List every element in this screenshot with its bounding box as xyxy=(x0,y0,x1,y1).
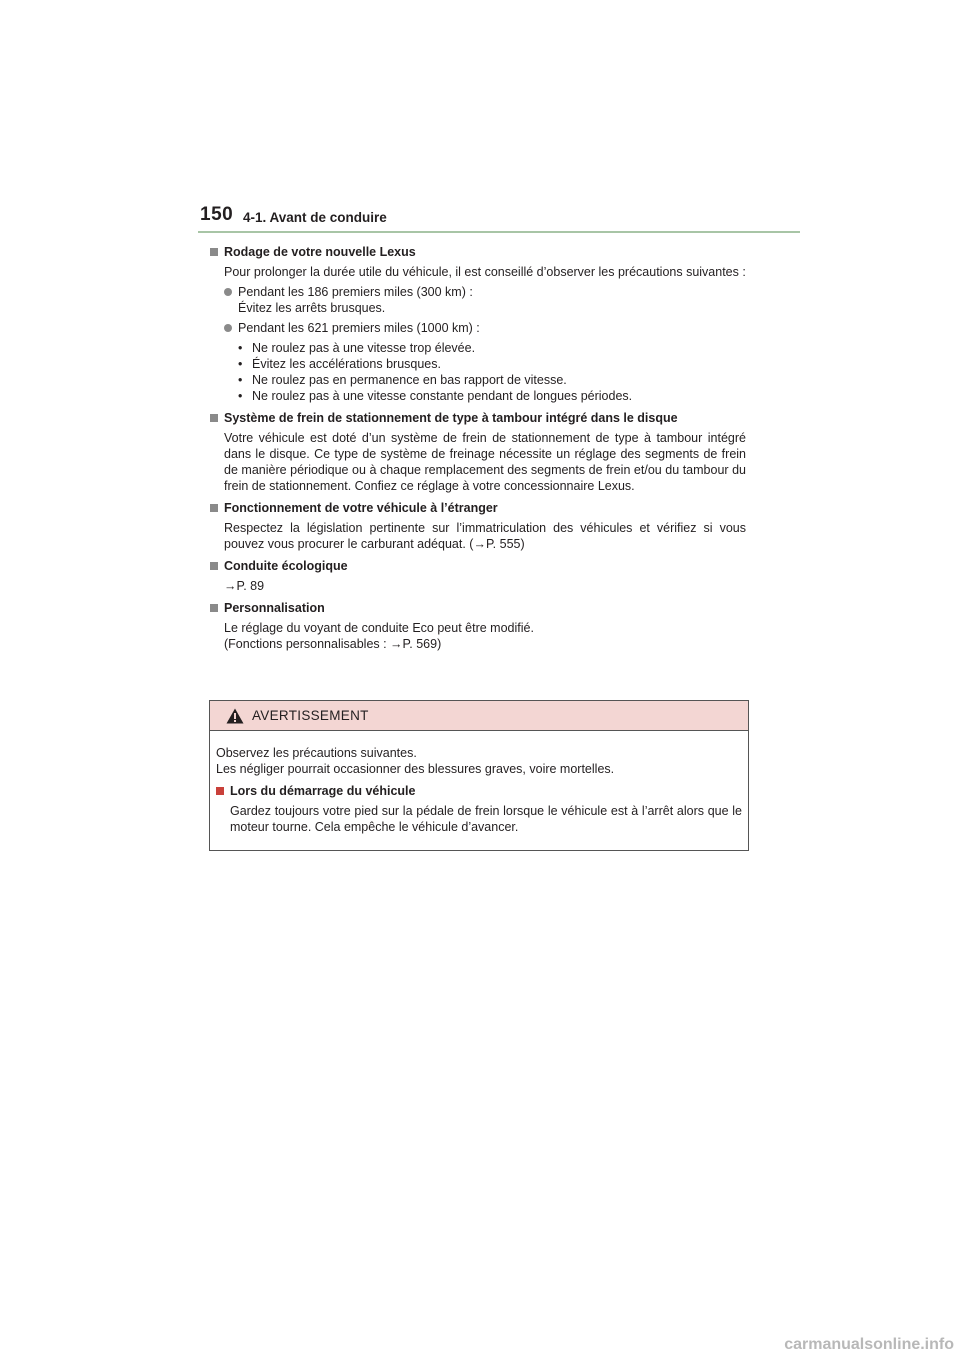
section-heading xyxy=(210,410,746,426)
warning-subsection xyxy=(216,783,742,835)
warning-body xyxy=(210,731,748,835)
warning-header xyxy=(210,701,748,731)
section-heading xyxy=(210,600,746,616)
page-reference: →P. 89 xyxy=(224,579,265,593)
warning-triangle-icon xyxy=(226,708,244,724)
page-header xyxy=(198,204,800,234)
bullet-item xyxy=(238,372,746,388)
heading-text: Conduite écologique xyxy=(224,559,348,573)
list-item-line: Pendant les 186 premiers miles (300 km) : xyxy=(238,285,473,299)
section-heading xyxy=(210,558,746,574)
section-heading xyxy=(210,500,746,516)
square-bullet-icon xyxy=(210,504,218,512)
heading-text: Fonctionnement de votre véhicule à l’étranger xyxy=(224,501,498,515)
bullet-list xyxy=(238,340,746,404)
square-bullet-icon xyxy=(210,562,218,570)
square-bullet-icon xyxy=(216,787,224,795)
paragraph-line: Le réglage du voyant de conduite Eco peut être modifié. xyxy=(224,621,534,635)
watermark: carmanualsonline.info xyxy=(784,1336,954,1353)
warning-intro-line: Observez les précautions suivantes. xyxy=(216,746,417,760)
header-divider xyxy=(198,231,800,233)
warning-sub-heading xyxy=(216,783,742,799)
bullet-text: Évitez les accélérations brusques. xyxy=(252,357,441,371)
paragraph: Votre véhicule est doté d’un système de frein de stationnement de type à tambour intégré dans le disque. Ce type de système de freinage nécessite un réglage des segments de frein de manière périodique ou à chaque remplacement des segments de frein et/ou du tambour du frein de stationnement. Confiez ce réglage à votre concessionnaire Lexus. xyxy=(224,431,746,493)
heading-text: Système de frein de stationnement de type à tambour intégré dans le disque xyxy=(224,411,678,425)
bullet-item xyxy=(238,340,746,356)
heading-text: Lors du démarrage du véhicule xyxy=(230,784,416,798)
bullet-text: Ne roulez pas en permanence en bas rapport de vitesse. xyxy=(252,373,567,387)
section-eco xyxy=(210,558,746,594)
list-item-text xyxy=(238,284,746,316)
section-heading xyxy=(210,244,746,260)
dot-icon: • xyxy=(238,389,243,403)
warning-box xyxy=(209,700,749,851)
paragraph-line: (Fonctions personnalisables : →P. 569) xyxy=(224,637,442,651)
paragraph xyxy=(224,620,746,652)
circle-bullet-icon xyxy=(224,288,232,296)
warning-text: Gardez toujours votre pied sur la pédale de frein lorsque le véhicule est à l’arrêt alors que le moteur tourne. Cela empêche le véhicule d’avancer. xyxy=(230,804,742,834)
section-title: 4-1. Avant de conduire xyxy=(243,210,387,225)
warning-intro-line: Les négliger pourrait occasionner des blessures graves, voire mortelles. xyxy=(216,762,615,776)
bullet-item xyxy=(238,356,746,372)
paragraph: Pour prolonger la durée utile du véhicule, il est conseillé d’observer les précautions suivantes : xyxy=(224,265,746,279)
square-bullet-icon xyxy=(210,604,218,612)
square-bullet-icon xyxy=(210,414,218,422)
list-item-line: Évitez les arrêts brusques. xyxy=(238,301,386,315)
section-rodage xyxy=(210,244,746,404)
section-etranger xyxy=(210,500,746,552)
list-item xyxy=(224,284,746,316)
heading-text: Rodage de votre nouvelle Lexus xyxy=(224,245,416,259)
main-content xyxy=(210,244,746,658)
list-item-text: Pendant les 621 premiers miles (1000 km) : xyxy=(238,321,480,335)
section-perso xyxy=(210,600,746,652)
square-bullet-icon xyxy=(210,248,218,256)
page-number: 150 xyxy=(200,204,234,225)
bullet-text: Ne roulez pas à une vitesse constante pendant de longues périodes. xyxy=(252,389,633,403)
warning-title: AVERTISSEMENT xyxy=(252,708,369,723)
circle-bullet-icon xyxy=(224,324,232,332)
bullet-item xyxy=(238,388,746,404)
list-item xyxy=(224,320,746,336)
dot-icon: • xyxy=(238,341,243,355)
section-frein xyxy=(210,410,746,494)
dot-icon: • xyxy=(238,373,243,387)
paragraph: Respectez la législation pertinente sur l’immatriculation des véhicules et vérifiez si vous pouvez vous procurer le carburant adéquat. (→P. 555) xyxy=(224,521,746,551)
dot-icon: • xyxy=(238,357,243,371)
bullet-text: Ne roulez pas à une vitesse trop élevée. xyxy=(252,341,476,355)
heading-text: Personnalisation xyxy=(224,601,325,615)
